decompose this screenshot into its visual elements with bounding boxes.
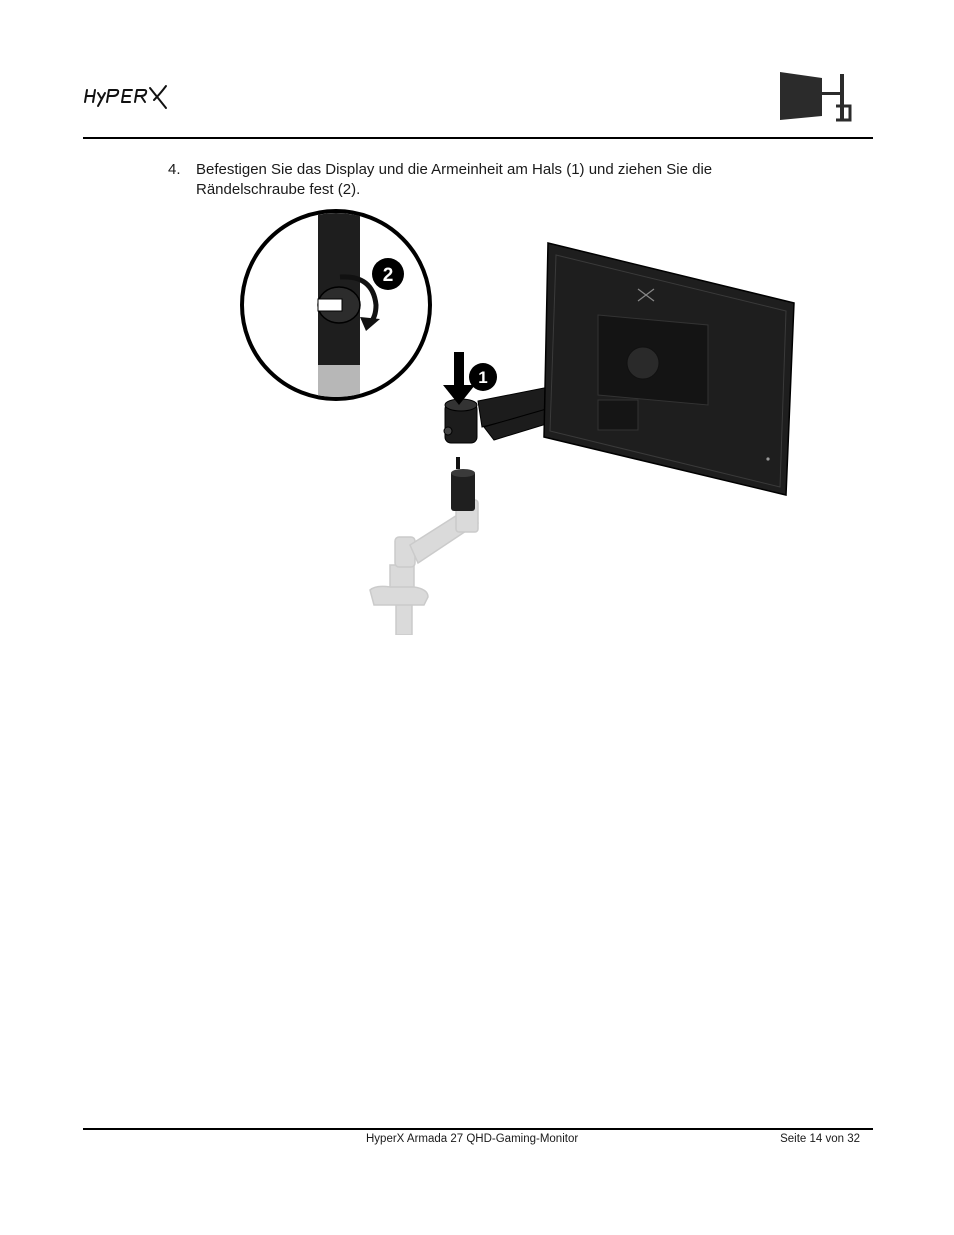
callout-1-badge — [469, 363, 497, 391]
header-divider — [83, 137, 873, 139]
footer-page-number: Seite 14 von 32 — [780, 1133, 860, 1145]
footer-divider — [83, 1128, 873, 1130]
monitor-arm-thumbnail-icon — [778, 70, 854, 126]
footer-document-title: HyperX Armada 27 QHD-Gaming-Monitor — [366, 1133, 579, 1145]
callout-2-badge — [372, 258, 404, 290]
callout-2-label: 2 — [382, 265, 394, 286]
faded-pole-assembly — [370, 500, 478, 635]
zoom-detail-circle — [242, 205, 430, 405]
step-number: 4. — [168, 161, 181, 178]
hyperx-logo — [84, 80, 184, 112]
neck-post — [451, 457, 475, 511]
monitor-arm-installation-illustration — [238, 205, 798, 635]
callout-1-label: 1 — [478, 368, 488, 387]
step-text-line-2: Rändelschraube fest (2). — [196, 181, 361, 198]
monitor-back — [544, 243, 794, 495]
step-text-line-1: Befestigen Sie das Display und die Armeinheit am Hals (1) und ziehen Sie die — [196, 161, 713, 178]
step-text — [196, 160, 796, 200]
